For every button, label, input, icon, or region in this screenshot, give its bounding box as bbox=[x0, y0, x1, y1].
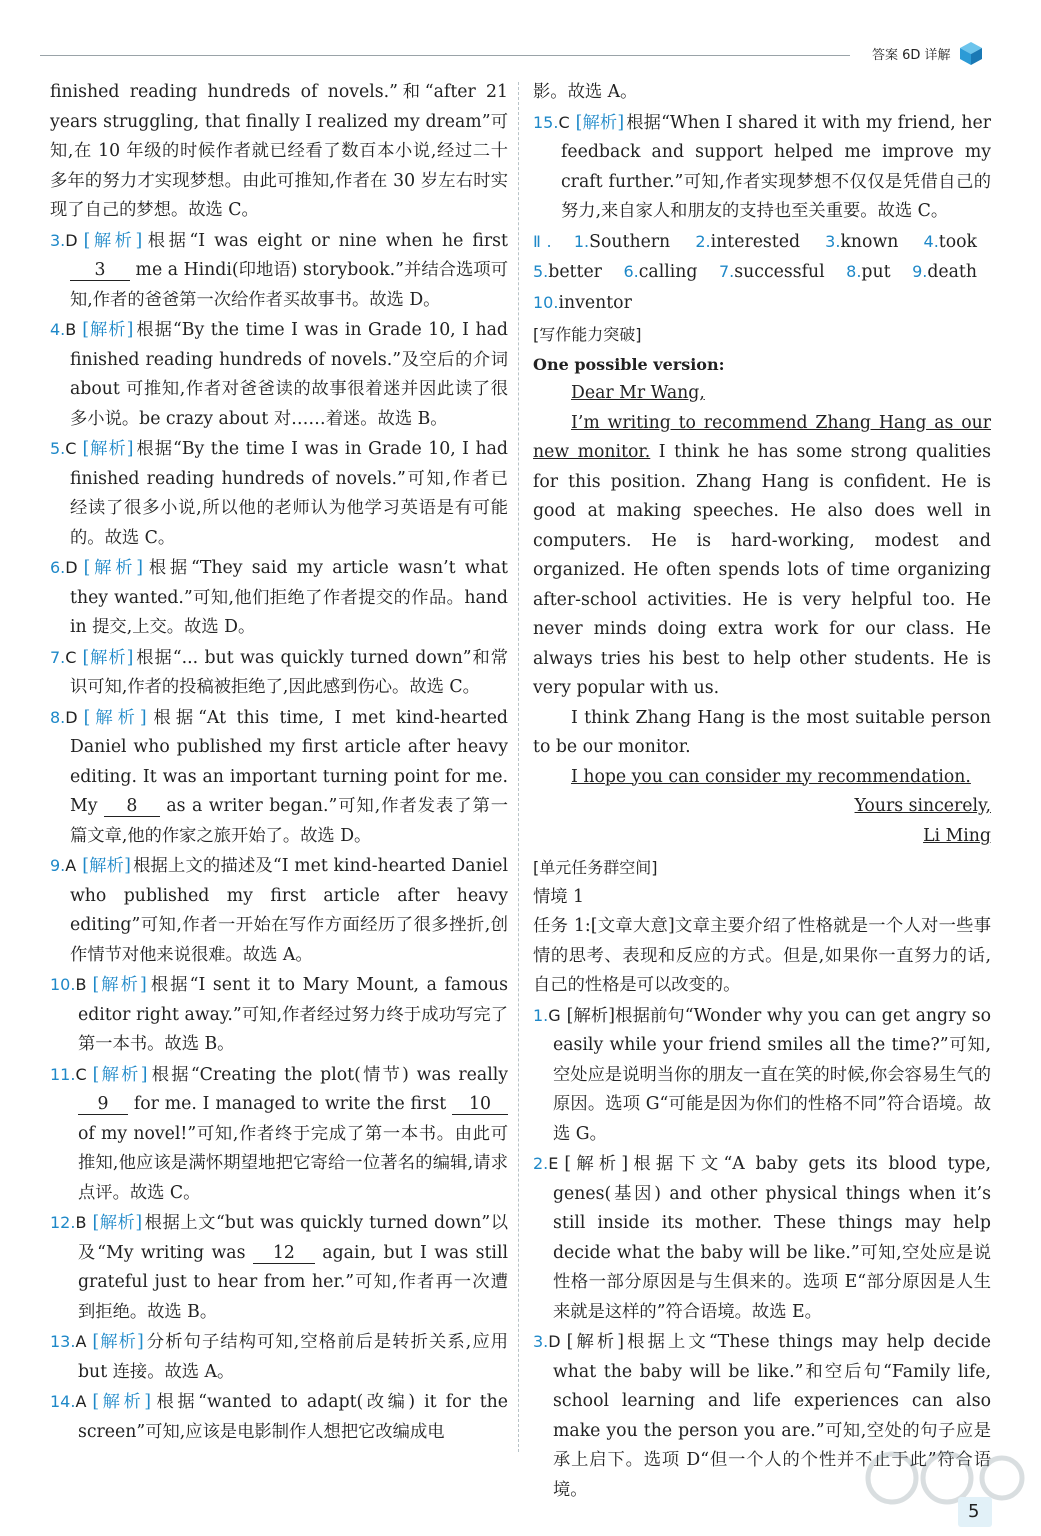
letter-body-1: I’m writing to recommend Zhang Hang as our new monitor. I think he has some strong qualities for this position. Zhang Hang is confident. He is good at making speeches. He also does well in computers. He is hard-working, modest and organized. He often spends lots of time organizing after-school activities. He is very helpful too. He never minds doing extra work for our class. He always tries his best to help other students. He is very popular with us. bbox=[533, 412, 991, 698]
letter-body-3: I hope you can consider my recommendation. bbox=[571, 766, 971, 787]
unit-section-heading: [单元任务群空间] bbox=[533, 858, 658, 877]
cube-logo-icon bbox=[958, 40, 984, 66]
task-1-summary: 任务 1:[文章大意]文章主要介绍了性格就是一个人对一些事情的思考、表现和反应的方式。但是,如果你一直努力的话,自己的性格是可以改变的。 bbox=[533, 916, 991, 995]
letter-body-2: I think Zhang Hang is the most suitable person to be our monitor. bbox=[533, 707, 991, 757]
task-answer-1: 1.G [解析]根据前句“Wonder why you can get angry so easily while your friend smiles all the time?”可知,空处应是说明当你的朋友一直在笑的时候,你会容易生气的原因。选项 G“可能是因为你们的性格不同”符合语境。故选 G。 bbox=[533, 1005, 992, 1144]
answer-8: 8.D [解析] 根据“At this time, I met kind-hearted Daniel who published my first article after heavy editing. It was an important turning point for me. My 8 as a writer began.”可知,作者发表了第一篇文章,他的作家之旅开始了。故选 D。 bbox=[50, 707, 508, 846]
blank-3: 3 bbox=[70, 260, 130, 281]
blank-8: 8 bbox=[104, 796, 160, 817]
right-column bbox=[533, 78, 991, 1505]
blank-10: 10 bbox=[452, 1094, 508, 1115]
answer-5: 5.C [解析] 根据“By the time I was in Grade 10, I had finished reading hundreds of novels.”可知,作者已经读了很多小说,所以他的老师认为他学习英语是有可能的。故选 C。 bbox=[50, 439, 508, 548]
blank-12: 12 bbox=[253, 1243, 315, 1264]
task-answer-3: 3.D [解析]根据上文“These things may help decide what the baby will be like.”和空后句“Family life, school learning and life experiences can also make you the person you are.”可知,空处的句子应是承上启下。选项 D“但一个人的个性并不止于此”符合语境。 bbox=[533, 1332, 991, 1500]
answer-11: 11.C [解析] 根据“Creating the plot(情节) was really 9 for me. I managed to write the first 10 of my novel!”可知,作者终于完成了第一本书。由此可推知,他应该是满怀期望地把它寄给一位著名的编辑,请求点评。故选 C。 bbox=[50, 1064, 509, 1203]
vocab-answers: Ⅱ. 1.Southern 2.interested 3.known 4.took 5.better 6.calling 7.successful 8.put 9.death 10.inventor bbox=[533, 231, 978, 313]
letter-closing: Yours sincerely, bbox=[854, 796, 991, 816]
task-answer-2: 2.E [解析]根据下文“A baby gets its blood type, genes(基因) and other physical things when it’s still inside its mother. These things may help decide what the baby will be like.”可知,空处应是说性格一部分原因是与生俱来的。选项 E“部分原因是人生来就是这样的”符合语境。故选 E。 bbox=[533, 1154, 991, 1322]
answer-7: 7.C [解析] 根据“... but was quickly turned down”和常识可知,作者的投稿被拒绝了,因此感到伤心。故选 C。 bbox=[50, 647, 508, 697]
column-divider bbox=[518, 82, 519, 1452]
header-title: 答案 6D 详解 bbox=[872, 48, 951, 63]
page-number: 5 bbox=[968, 1501, 980, 1522]
version-label: One possible version: bbox=[533, 354, 725, 374]
answer-10: 10.B [解析] 根据“I sent it to Mary Mount, a famous editor right away.”可知,作者经过努力终于成功写完了第一本书。故选 B。 bbox=[50, 975, 509, 1054]
continued-answer-14: 影。故选 A。 bbox=[533, 82, 638, 102]
continued-answer-2: finished reading hundreds of novels.”和“after 21 years struggling, that finally I realized my dream”可知,在 10 年级的时候作者就已经看了数百本小说,经过二十多年的努力才实现梦想。由此可推知,作者在 30 岁左右时实现了自己的梦想。故选 C。 bbox=[50, 82, 508, 220]
watermark-logo bbox=[852, 1448, 1027, 1530]
answer-14: 14.A [解析] 根据“wanted to adapt(改编) it for the screen”可知,应该是电影制作人想把它改编成电 bbox=[50, 1392, 509, 1442]
writing-section-heading: [写作能力突破] bbox=[533, 325, 642, 344]
answer-4: 4.B [解析] 根据“By the time I was in Grade 10, I had finished reading hundreds of novels.”及空后的介词 about 可推知,作者对爸爸读的故事很着迷并因此读了很多小说。be crazy about 对……着迷。故选 B。 bbox=[50, 320, 508, 429]
letter-signature: Li Ming bbox=[923, 825, 991, 846]
header-rule bbox=[40, 55, 850, 56]
answer-15: 15.C [解析] 根据“When I shared it with my friend, her feedback and support helped me improve my craft further.”可知,作者实现梦想不仅仅是凭借自己的努力,来自家人和朋友的支持也至关重要。故选 C。 bbox=[533, 112, 991, 221]
answer-9: 9.A [解析] 根据上文的描述及“I met kind-hearted Daniel who published my first article after heavy editing”可知,作者一开始在写作方面经历了很多挫折,创作情节对他来说很难。故选 A。 bbox=[50, 856, 508, 965]
answer-6: 6.D [解析] 根据“They said my article wasn’t what they wanted.”可知,他们拒绝了作者提交的作品。hand in 提交,上交。故选 D。 bbox=[50, 558, 508, 637]
situation-label: 情境 1 bbox=[533, 886, 585, 907]
left-column bbox=[50, 78, 508, 1447]
answer-12: 12.B [解析] 根据上文“but was quickly turned down”以及“My writing was 12 again, but I was still grateful just to hear from her.”可知,作者再一次遭到拒绝。故选 B。 bbox=[50, 1213, 509, 1322]
letter-salutation: Dear Mr Wang, bbox=[571, 383, 705, 403]
answer-13: 13.A [解析] 分析句子结构可知,空格前后是转折关系,应用 but 连接。故选 A。 bbox=[50, 1332, 508, 1382]
section-numeral: Ⅱ. bbox=[533, 231, 552, 251]
blank-9: 9 bbox=[78, 1094, 128, 1115]
answer-3: 3.D [解析] 根据“I was eight or nine when he first 3 me a Hindi(印地语) storybook.”并结合选项可知,作者的爸爸第一次给作者买故事书。故选 D。 bbox=[50, 230, 508, 310]
